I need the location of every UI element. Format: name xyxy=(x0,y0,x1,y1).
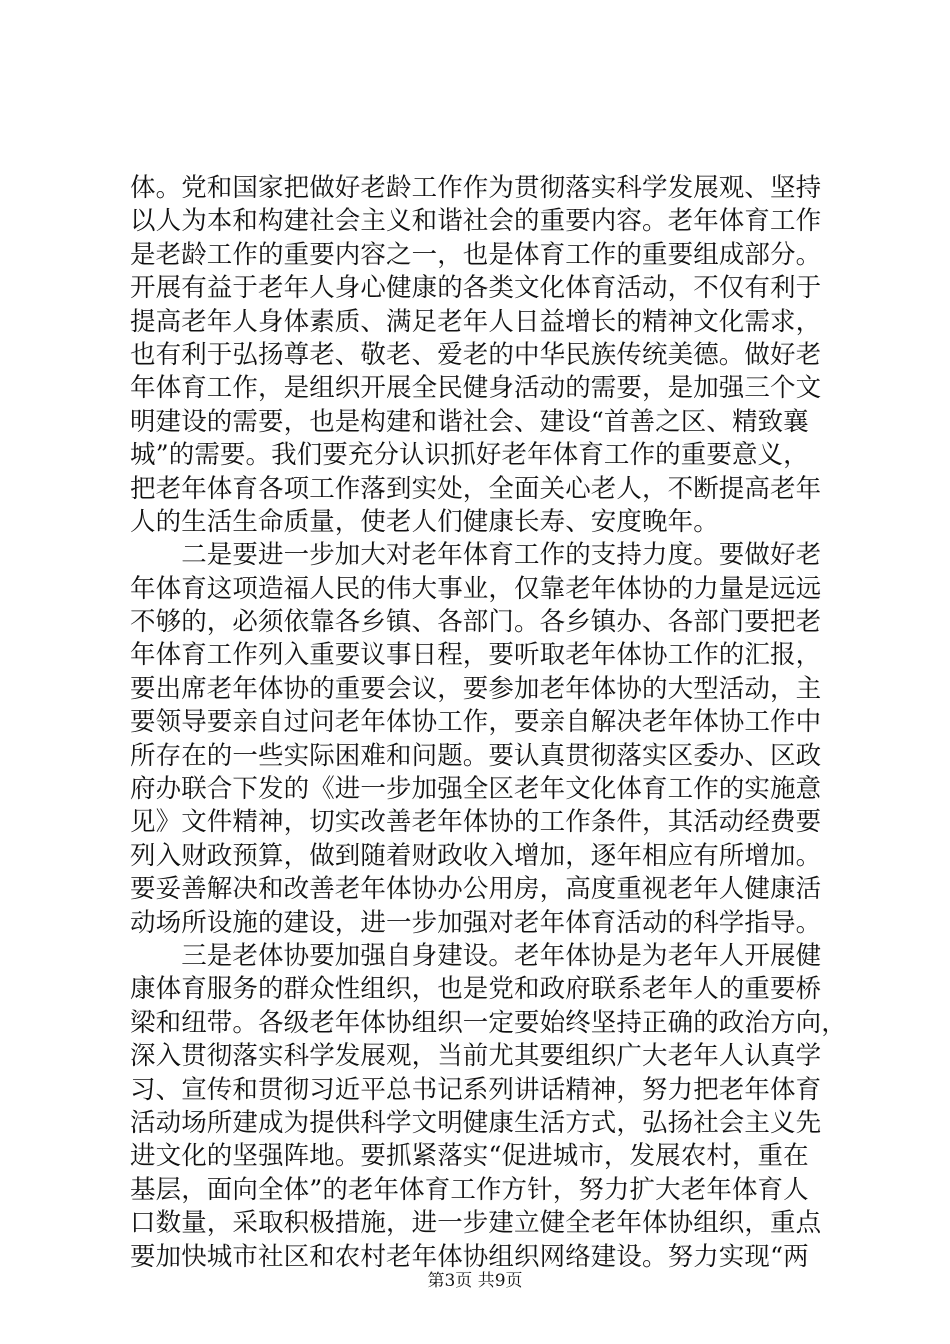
text-line: 梁和纽带。各级老年体协组织一定要始终坚持正确的政治方向， xyxy=(130,1007,847,1038)
text-line: 城”的需要。我们要充分认识抓好老年体育工作的重要意义， xyxy=(130,440,809,471)
page-footer xyxy=(0,1270,950,1292)
text-line: 习、宣传和贯彻习近平总书记系列讲话精神，努力把老年体育 xyxy=(130,1074,822,1105)
text-line: 所存在的一些实际困难和问题。要认真贯彻落实区委办、区政 xyxy=(130,740,822,771)
text-line: 明建设的需要，也是构建和谐社会、建设“首善之区、精致襄 xyxy=(130,406,809,437)
text-line: 活动场所建成为提供科学文明健康生活方式，弘扬社会主义先 xyxy=(130,1107,822,1138)
body-text xyxy=(130,172,847,1274)
text-line: 提高老年人身体素质、满足老年人日益增长的精神文化需求， xyxy=(130,306,822,337)
text-line: 年体育这项造福人民的伟大事业，仅靠老年体协的力量是远远 xyxy=(130,573,822,604)
text-line: 体。党和国家把做好老龄工作作为贯彻落实科学发展观、坚持 xyxy=(130,173,822,203)
text-line: 要加快城市社区和农村老年体协组织网络建设。努力实现“两 xyxy=(130,1241,809,1272)
text-line: 深入贯彻落实科学发展观，当前尤其要组织广大老年人认真学 xyxy=(130,1041,822,1072)
text-line: 年体育工作，是组织开展全民健身活动的需要，是加强三个文 xyxy=(130,373,822,404)
text-line: 也有利于弘扬尊老、敬老、爱老的中华民族传统美德。做好老 xyxy=(130,339,822,370)
text-line: 要妥善解决和改善老年体协办公用房，高度重视老年人健康活 xyxy=(130,874,822,905)
text-line: 进文化的坚强阵地。要抓紧落实“促进城市，发展农村，重在 xyxy=(130,1141,809,1172)
text-line: 二是要进一步加大对老年体育工作的支持力度。要做好老 xyxy=(130,540,822,571)
text-line: 见》文件精神，切实改善老年体协的工作条件，其活动经费要 xyxy=(130,807,822,838)
text-line: 开展有益于老年人身心健康的各类文化体育活动，不仅有利于 xyxy=(130,273,822,304)
text-line: 要领导要亲自过问老年体协工作，要亲自解决老年体协工作中 xyxy=(130,707,822,738)
text-line: 以人为本和构建社会主义和谐社会的重要内容。老年体育工作 xyxy=(130,206,822,237)
text-line: 不够的，必须依靠各乡镇、各部门。各乡镇办、各部门要把老 xyxy=(130,607,822,638)
text-line: 年体育工作列入重要议事日程，要听取老年体协工作的汇报， xyxy=(130,640,822,671)
text-line: 人的生活生命质量，使老人们健康长寿、安度晚年。 xyxy=(130,506,719,537)
text-line: 府办联合下发的《进一步加强全区老年文化体育工作的实施意 xyxy=(130,774,822,805)
page-number: 第3页 共9页 xyxy=(427,1271,523,1291)
text-line: 基层，面向全体”的老年体育工作方针，努力扩大老年体育人 xyxy=(130,1174,809,1205)
text-line: 列入财政预算，做到随着财政收入增加，逐年相应有所增加。 xyxy=(130,840,822,871)
text-line: 康体育服务的群众性组织，也是党和政府联系老年人的重要桥 xyxy=(130,974,822,1005)
text-line: 要出席老年体协的重要会议，要参加老年体协的大型活动，主 xyxy=(130,673,822,704)
text-line: 三是老体协要加强自身建设。老年体协是为老年人开展健 xyxy=(130,940,822,971)
text-line: 是老龄工作的重要内容之一，也是体育工作的重要组成部分。 xyxy=(130,239,822,270)
text-line: 口数量，采取积极措施，进一步建立健全老年体协组织，重点 xyxy=(130,1208,822,1239)
text-line: 动场所设施的建设，进一步加强对老年体育活动的科学指导。 xyxy=(130,907,822,938)
text-line: 把老年体育各项工作落到实处，全面关心老人，不断提高老年 xyxy=(130,473,822,504)
